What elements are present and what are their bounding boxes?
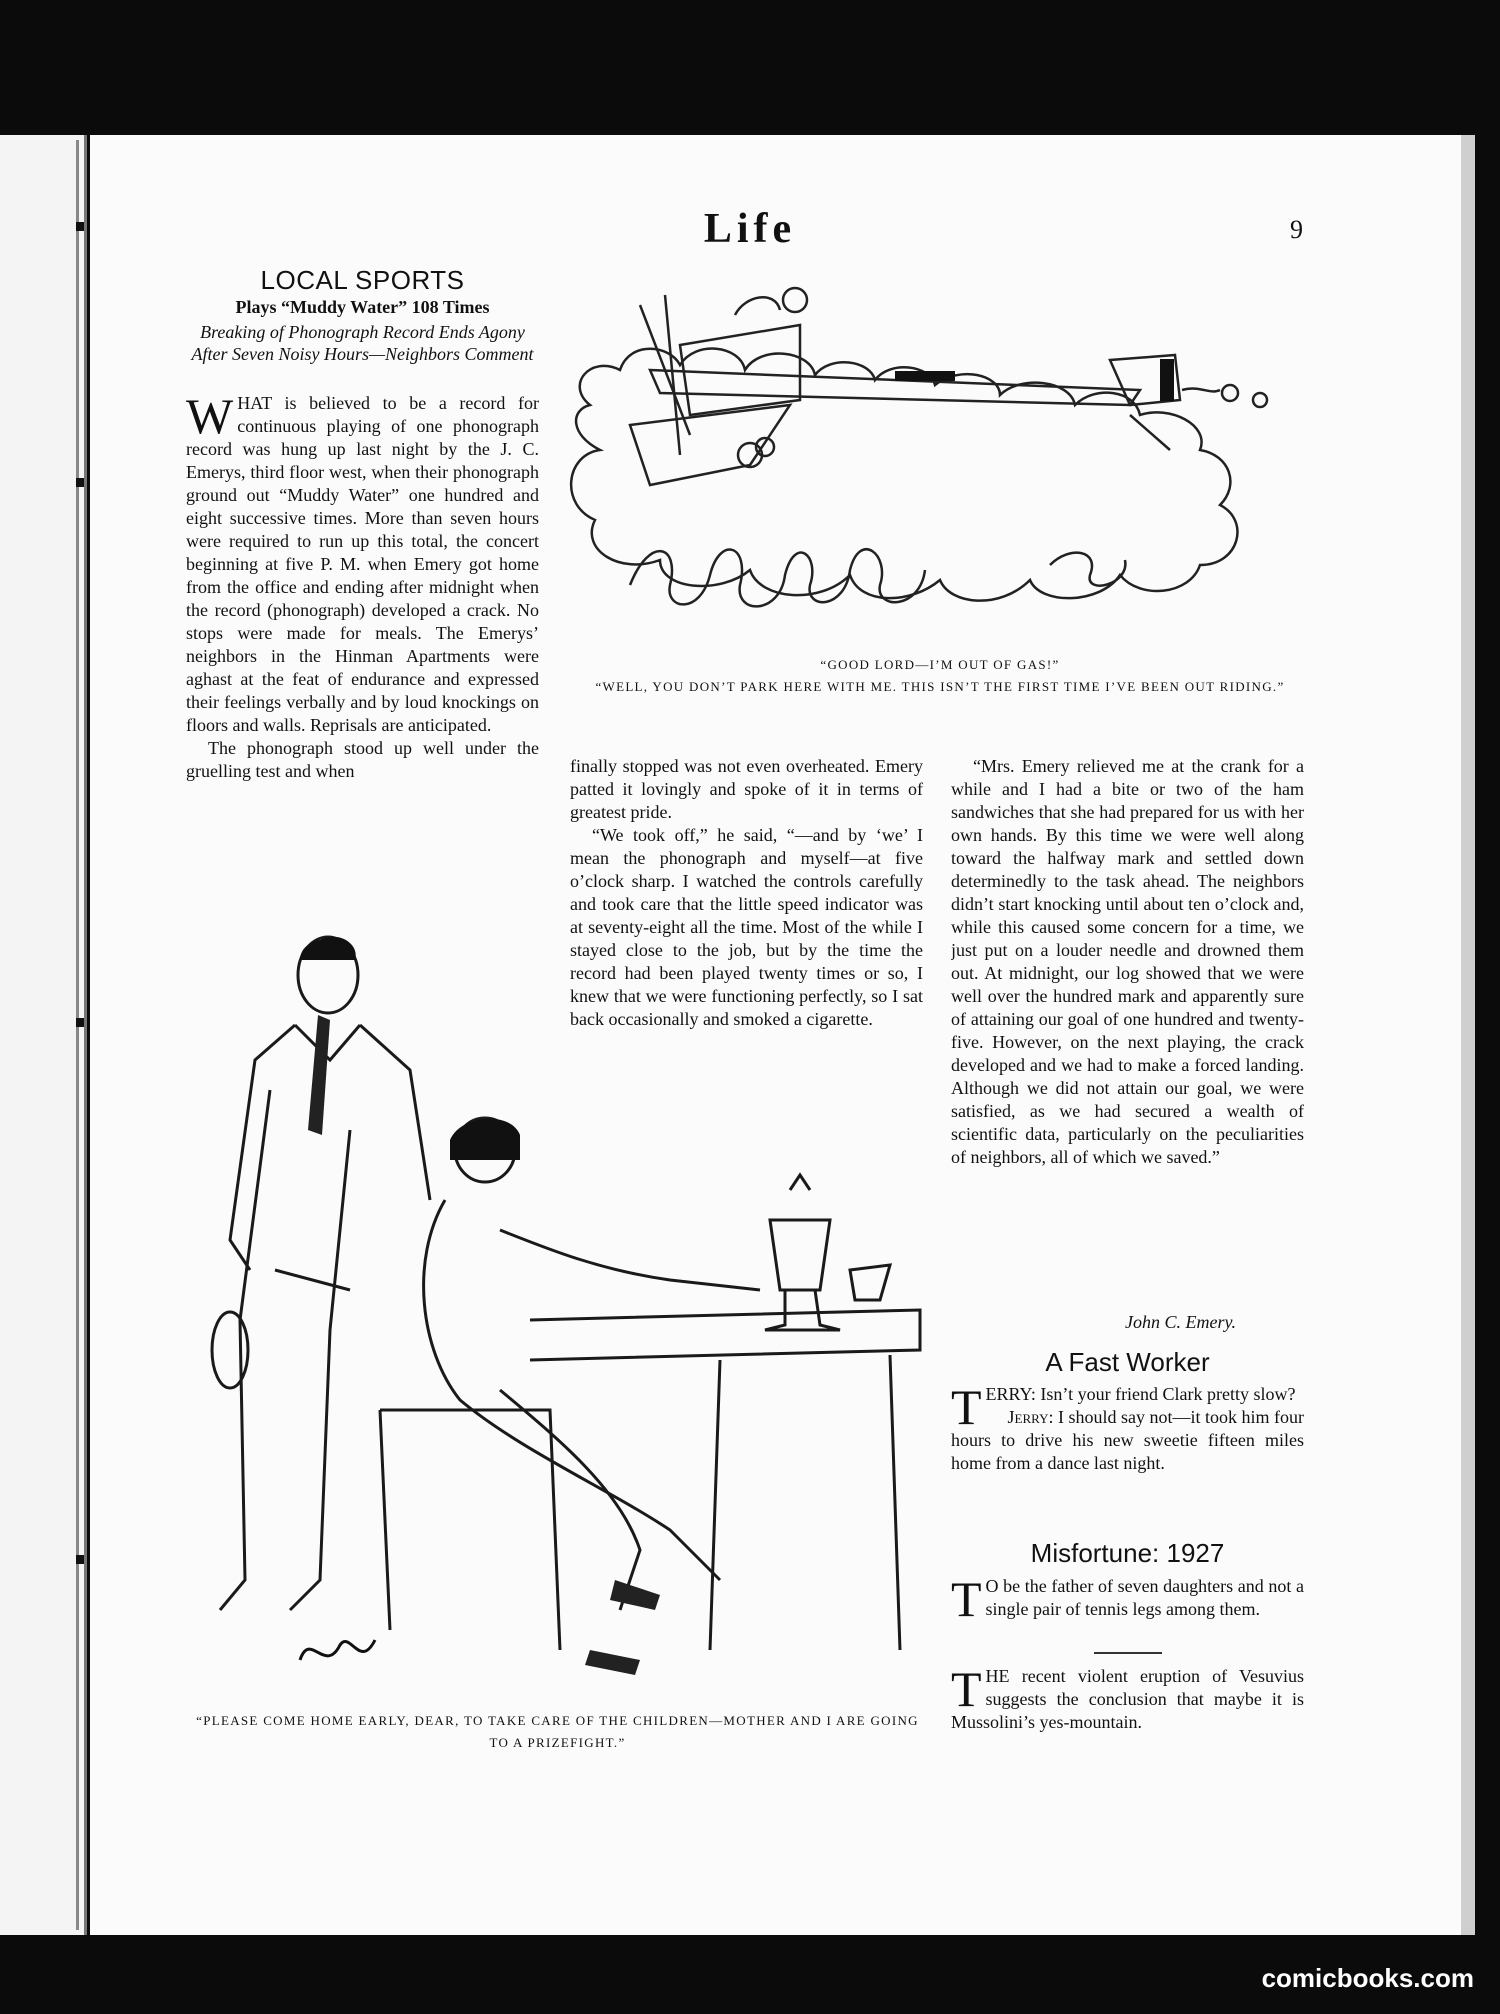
binding-line (76, 140, 79, 1930)
misfortune-text (951, 1571, 1304, 1627)
cartoon-caption-line-2: “WELL, YOU DON’T PARK HERE WITH ME. THIS ISN’T THE FIRST TIME I’VE BEEN OUT RIDING.” (595, 679, 1285, 694)
section-title: Misfortune: 1927 (1030, 1538, 1225, 1568)
dialogue-line: ERRY: Isn’t your friend Clark pretty slow? (985, 1384, 1296, 1404)
previous-page-edge (0, 135, 87, 1935)
masthead: Life (703, 206, 797, 252)
binding-mark (76, 1018, 84, 1027)
watermark: comicbooks.com (1261, 1963, 1474, 1993)
drop-cap: T (951, 1379, 982, 1435)
cartoon-caption: “PLEASE COME HOME EARLY, DEAR, TO TAKE CARE OF THE CHILDREN—MOTHER AND I ARE GOING TO A PRIZEFIGHT.” (196, 1713, 919, 1750)
paragraph: HAT is believed to be a record for continuous playing of one phonograph record was hung up last night by the J. C. Emerys, third floor west, when their phonograph ground out “Muddy Water” one hundred and eight successive times. More than seven hours were required to run up this total, the concert beginning at five P. M. when Emery got home from the office and ending after midnight when the record (phonograph) developed a crack. No stops were made for meals. The Emerys’ neighbors in the Hinman Apartments were aghast at the feat of endurance and expressed their feelings verbally and by loud knockings on floors and walls. Reprisals are anticipated. (186, 393, 539, 735)
article-deck: Breaking of Phonograph Record Ends Agony After Seven Noisy Hours—Neighbors Comment (191, 322, 534, 364)
column-1 (186, 392, 539, 912)
paragraph: “We took off,” he said, “—and by ‘we’ I mean the phonograph and myself—at five o’clock sharp. I watched the controls carefully and took care that the little speed indicator was at seventy-eight all the time. Most of the while I stayed close to the job, but by the time the record had been played twenty times or so, I knew that we were functioning perfectly, so I sat back occasionally and smoked a cigarette. (570, 825, 923, 1029)
signature: John C. Emery. (1125, 1312, 1236, 1332)
article-title: LOCAL SPORTS (260, 265, 465, 295)
divider (1094, 1652, 1162, 1654)
column-3 (951, 755, 1304, 1310)
section-title: A Fast Worker (1045, 1347, 1210, 1377)
fast-worker-text (951, 1379, 1305, 1475)
airplane-illustration (570, 265, 1310, 650)
page-number: 9 (1290, 215, 1303, 244)
article-subtitle: Plays “Muddy Water” 108 Times (235, 297, 490, 317)
binding-mark (76, 1555, 84, 1564)
speaker-name: Jerry: (1007, 1407, 1054, 1427)
drop-cap: T (951, 1661, 982, 1717)
dialogue-line: I should say not—it took him four hours to drive his new sweetie fifteen miles home from a dance last night. (951, 1407, 1305, 1473)
drop-cap: W (186, 392, 234, 444)
drop-cap: T (951, 1571, 982, 1627)
paragraph: “Mrs. Emery relieved me at the crank for a while and I had a bite or two of the ham sandwiches that she had prepared for us with her own hands. By this time we were well along toward the halfway mark and settled down determinedly to the task ahead. The neighbors didn’t start knocking until about ten o’clock and, while this caused some concern for a time, we just put on a louder needle and drowned them out. At midnight, our log showed that we were well over the hundred mark and apparently sure of attaining our goal of one hundred and twenty-five. However, on the next playing, the crack developed and we had to make a forced landing. Although we did not attain our goal, we were satisfied, as we had secured a wealth of scientific data, particularly on the peculiarities of neighbors, all of which we saved.” (951, 756, 1304, 1167)
binding-mark (76, 222, 84, 231)
paragraph: O be the father of seven daughters and not a single pair of tennis legs among them. (985, 1576, 1304, 1619)
cartoon-caption-line-1: “GOOD LORD—I’M OUT OF GAS!” (820, 657, 1060, 672)
binding-mark (76, 478, 84, 487)
couple-illustration (200, 930, 920, 1700)
paragraph: finally stopped was not even overheated. Emery patted it lovingly and spoke of it in terms of greatest pride. (570, 756, 923, 822)
paragraph: HE recent violent eruption of Vesuvius suggests the conclusion that maybe it is Mussolini’s yes-mountain. (951, 1666, 1304, 1732)
vesuvius-text (951, 1661, 1304, 1734)
paragraph: The phonograph stood up well under the gruelling test and when (186, 738, 539, 781)
